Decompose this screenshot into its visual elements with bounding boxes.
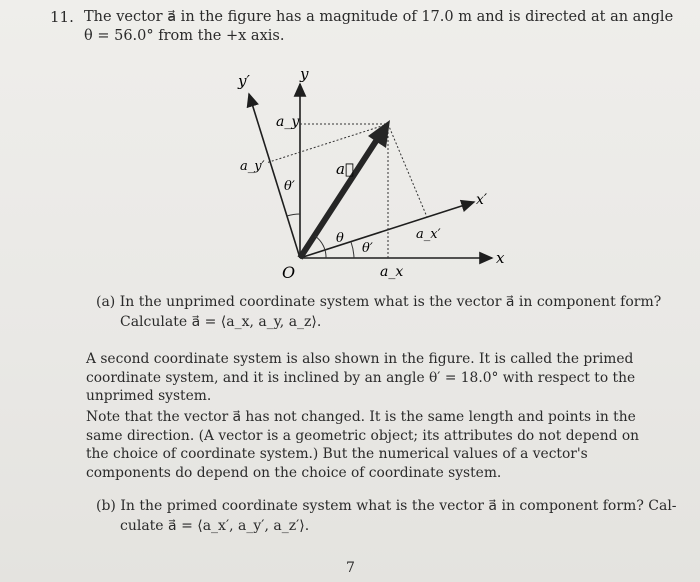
theta-prime-top-arc [287, 214, 300, 216]
vector-note-paragraph: Note that the vector a⃗ has not changed. It is the same length and points in the same direction. (A vector is a geometric object; its attributes do not depend on the choice of coordinate system.) But the numerical values of a vector's components do depend on the choice of coordinate system. [86, 409, 640, 481]
theta-prime-bottom-label: θ′ [362, 241, 373, 256]
y-label: y [300, 65, 309, 83]
page-number: 7 [346, 560, 355, 576]
part-b-question: (b) In the primed coordinate system what is the vector a⃗ in component form? Cal- [96, 498, 677, 514]
problem-number: 11. [50, 8, 74, 26]
ay-label: a_y [276, 114, 300, 130]
vector-a-label: a⃗ [336, 160, 354, 178]
y-prime-label: y′ [238, 72, 250, 90]
ax-label: a_x [380, 264, 404, 280]
theta-label: θ [336, 231, 344, 246]
ax-prime-label: a_x′ [416, 227, 441, 242]
origin-label: O [282, 263, 296, 282]
theta-prime-top-label: θ′ [284, 179, 295, 194]
ay-prime-label: a_y′ [240, 159, 265, 174]
ax-prime-dotted-line [388, 124, 427, 217]
problem-statement-line-1: The vector a⃗ in the figure has a magnitude of 17.0 m and is directed at an angle [84, 9, 674, 25]
x-label: x [496, 249, 505, 267]
part-a-question: (a) In the unprimed coordinate system what is the vector a⃗ in component form? [96, 294, 662, 310]
primed-system-paragraph: A second coordinate system is also shown in the figure. It is called the primed coordinate system, and it is inclined by an angle θ′ = 18.0° with respect to the unprimed system. [86, 351, 636, 404]
x-prime-label: x′ [476, 192, 488, 208]
vector-diagram [220, 62, 510, 287]
theta-prime-bottom-arc [351, 242, 354, 258]
part-a-calculate: Calculate a⃗ = ⟨a_x, a_y, a_z⟩. [120, 314, 322, 330]
problem-statement-line-2: θ = 56.0° from the +x axis. [84, 28, 285, 44]
part-b-calculate: culate a⃗ = ⟨a_x′, a_y′, a_z′⟩. [120, 518, 310, 534]
x-prime-axis [300, 202, 474, 258]
theta-arc [315, 236, 326, 258]
